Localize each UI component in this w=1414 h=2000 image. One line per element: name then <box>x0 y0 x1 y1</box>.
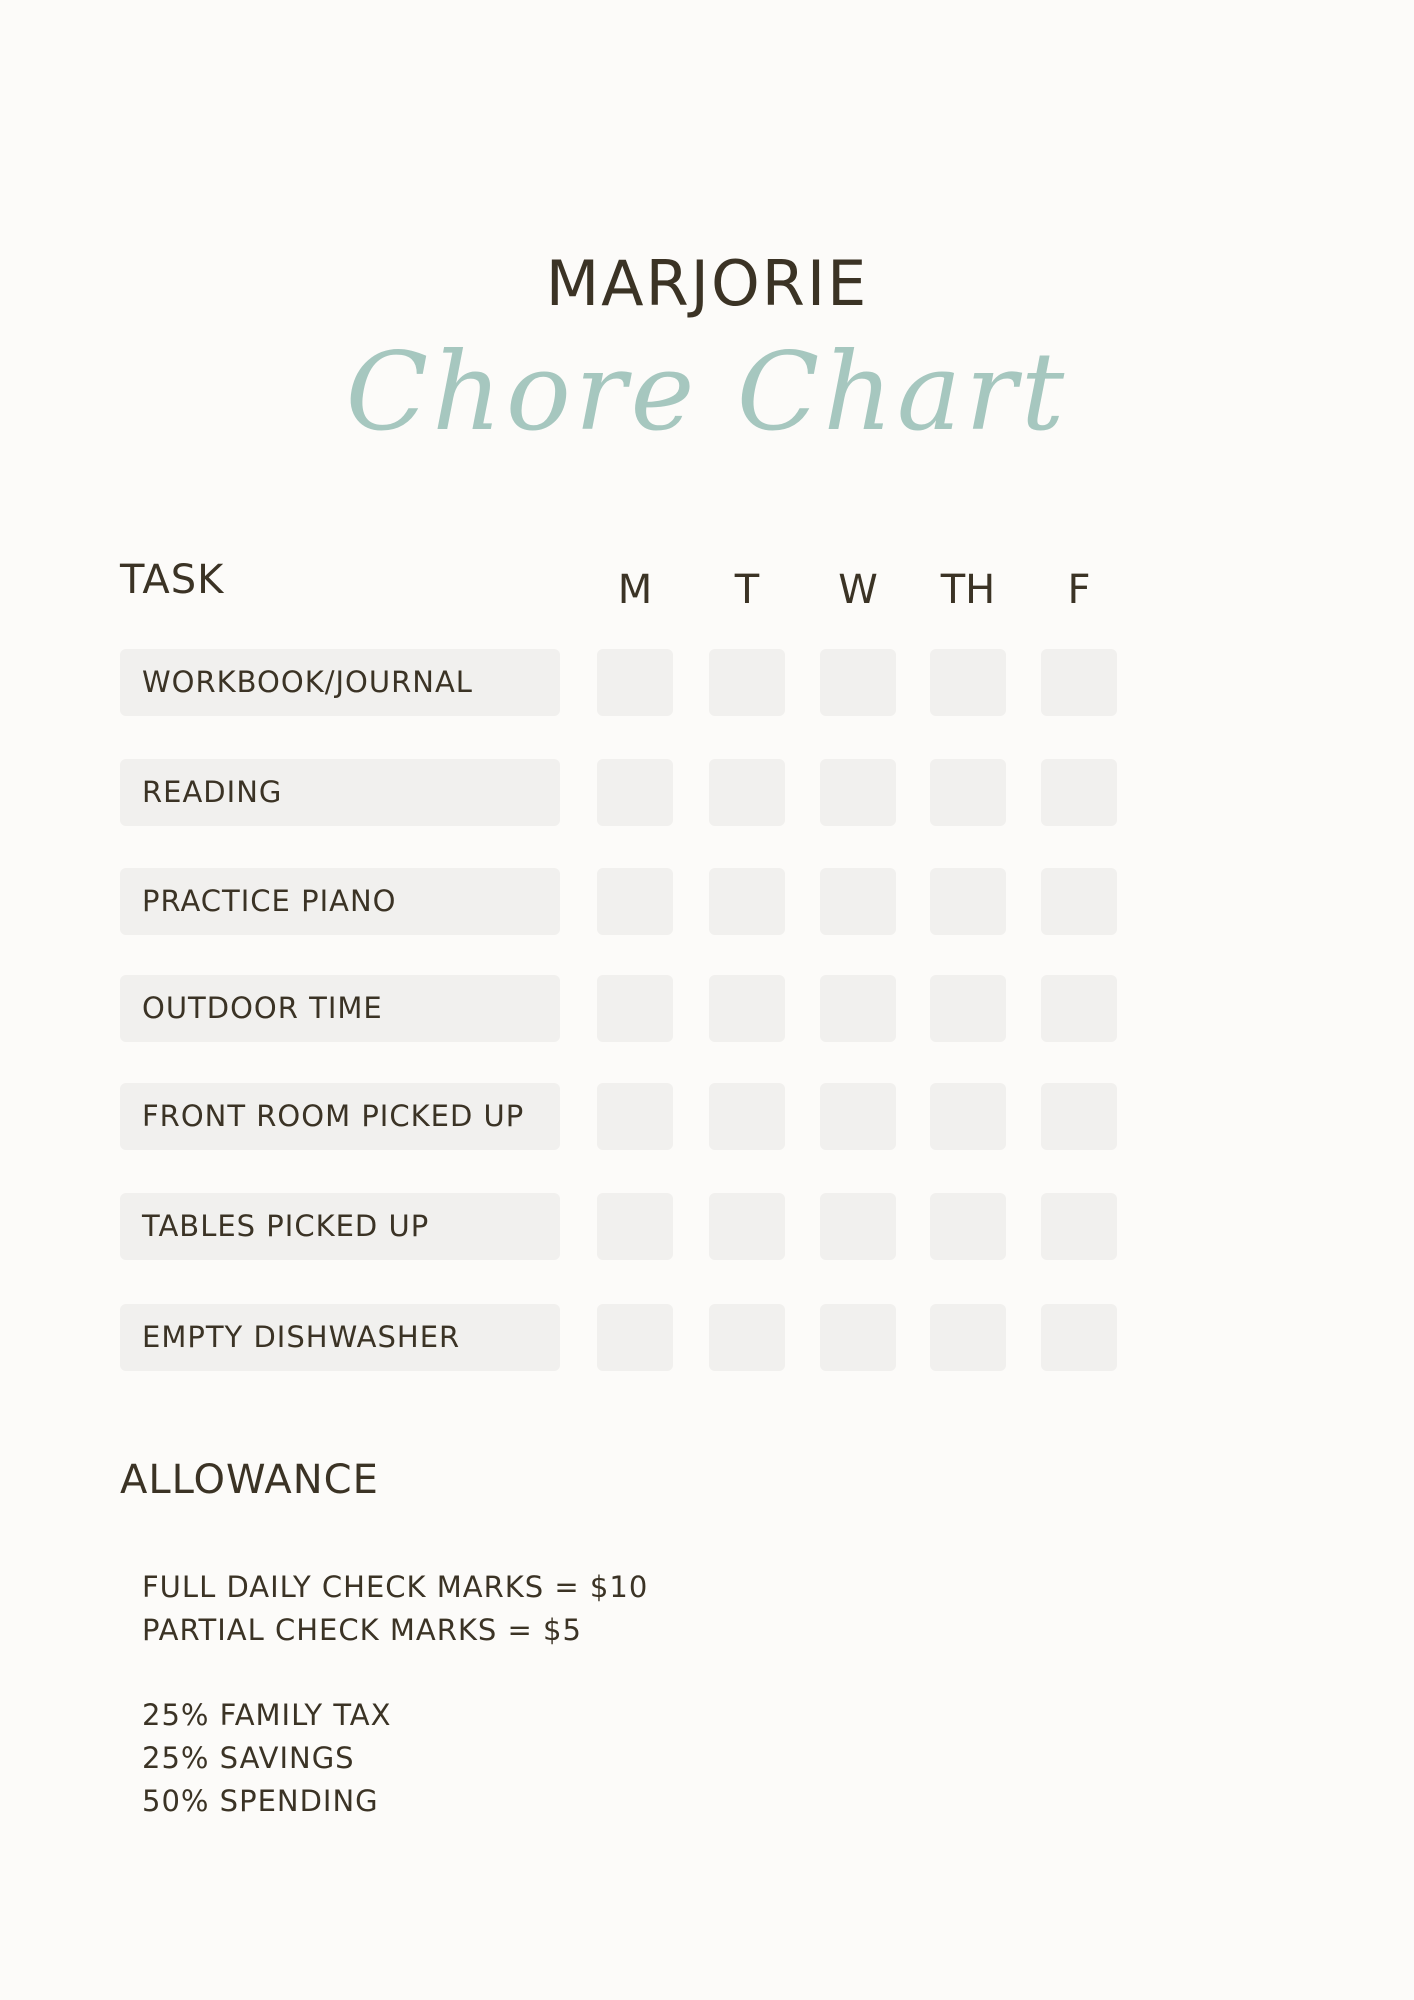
check-box-monday[interactable] <box>597 649 673 716</box>
task-label: TABLES PICKED UP <box>120 1193 560 1260</box>
check-box-friday[interactable] <box>1041 649 1117 716</box>
check-box-friday[interactable] <box>1041 1304 1117 1371</box>
allowance-title: ALLOWANCE <box>120 1457 379 1503</box>
check-box-wednesday[interactable] <box>820 975 896 1042</box>
day-header-friday: F <box>1067 567 1091 613</box>
day-header-wednesday: W <box>838 567 878 613</box>
check-box-tuesday[interactable] <box>709 1304 785 1371</box>
task-label: EMPTY DISHWASHER <box>120 1304 560 1371</box>
check-box-thursday[interactable] <box>930 1304 1006 1371</box>
check-box-monday[interactable] <box>597 1193 673 1260</box>
check-box-friday[interactable] <box>1041 1083 1117 1150</box>
task-column-header: TASK <box>120 557 225 603</box>
check-box-monday[interactable] <box>597 868 673 935</box>
chart-title: Chore Chart <box>345 330 1069 455</box>
check-box-friday[interactable] <box>1041 1193 1117 1260</box>
check-box-friday[interactable] <box>1041 868 1117 935</box>
allowance-split-spending: 50% SPENDING <box>142 1784 379 1818</box>
check-box-thursday[interactable] <box>930 759 1006 826</box>
check-box-friday[interactable] <box>1041 759 1117 826</box>
chart-owner-name: MARJORIE <box>545 247 869 320</box>
check-box-thursday[interactable] <box>930 975 1006 1042</box>
check-box-wednesday[interactable] <box>820 1193 896 1260</box>
day-header-monday: M <box>617 567 653 613</box>
day-header-thursday: TH <box>940 567 996 613</box>
task-label: WORKBOOK/JOURNAL <box>120 649 560 716</box>
allowance-split-family-tax: 25% FAMILY TAX <box>142 1698 392 1732</box>
check-box-wednesday[interactable] <box>820 868 896 935</box>
check-box-friday[interactable] <box>1041 975 1117 1042</box>
day-header-tuesday: T <box>734 567 760 613</box>
check-box-tuesday[interactable] <box>709 649 785 716</box>
check-box-monday[interactable] <box>597 1304 673 1371</box>
check-box-tuesday[interactable] <box>709 1193 785 1260</box>
check-box-thursday[interactable] <box>930 868 1006 935</box>
task-label: PRACTICE PIANO <box>120 868 560 935</box>
task-label: READING <box>120 759 560 826</box>
allowance-rate-partial: PARTIAL CHECK MARKS = $5 <box>142 1613 582 1647</box>
check-box-tuesday[interactable] <box>709 868 785 935</box>
allowance-rate-full: FULL DAILY CHECK MARKS = $10 <box>142 1570 649 1604</box>
check-box-wednesday[interactable] <box>820 759 896 826</box>
check-box-tuesday[interactable] <box>709 759 785 826</box>
check-box-monday[interactable] <box>597 759 673 826</box>
task-label: OUTDOOR TIME <box>120 975 560 1042</box>
check-box-tuesday[interactable] <box>709 975 785 1042</box>
check-box-wednesday[interactable] <box>820 1083 896 1150</box>
check-box-monday[interactable] <box>597 975 673 1042</box>
check-box-thursday[interactable] <box>930 1083 1006 1150</box>
check-box-wednesday[interactable] <box>820 1304 896 1371</box>
check-box-tuesday[interactable] <box>709 1083 785 1150</box>
check-box-wednesday[interactable] <box>820 649 896 716</box>
check-box-thursday[interactable] <box>930 649 1006 716</box>
check-box-monday[interactable] <box>597 1083 673 1150</box>
check-box-thursday[interactable] <box>930 1193 1006 1260</box>
allowance-split-savings: 25% SAVINGS <box>142 1741 355 1775</box>
task-label: FRONT ROOM PICKED UP <box>120 1083 560 1150</box>
